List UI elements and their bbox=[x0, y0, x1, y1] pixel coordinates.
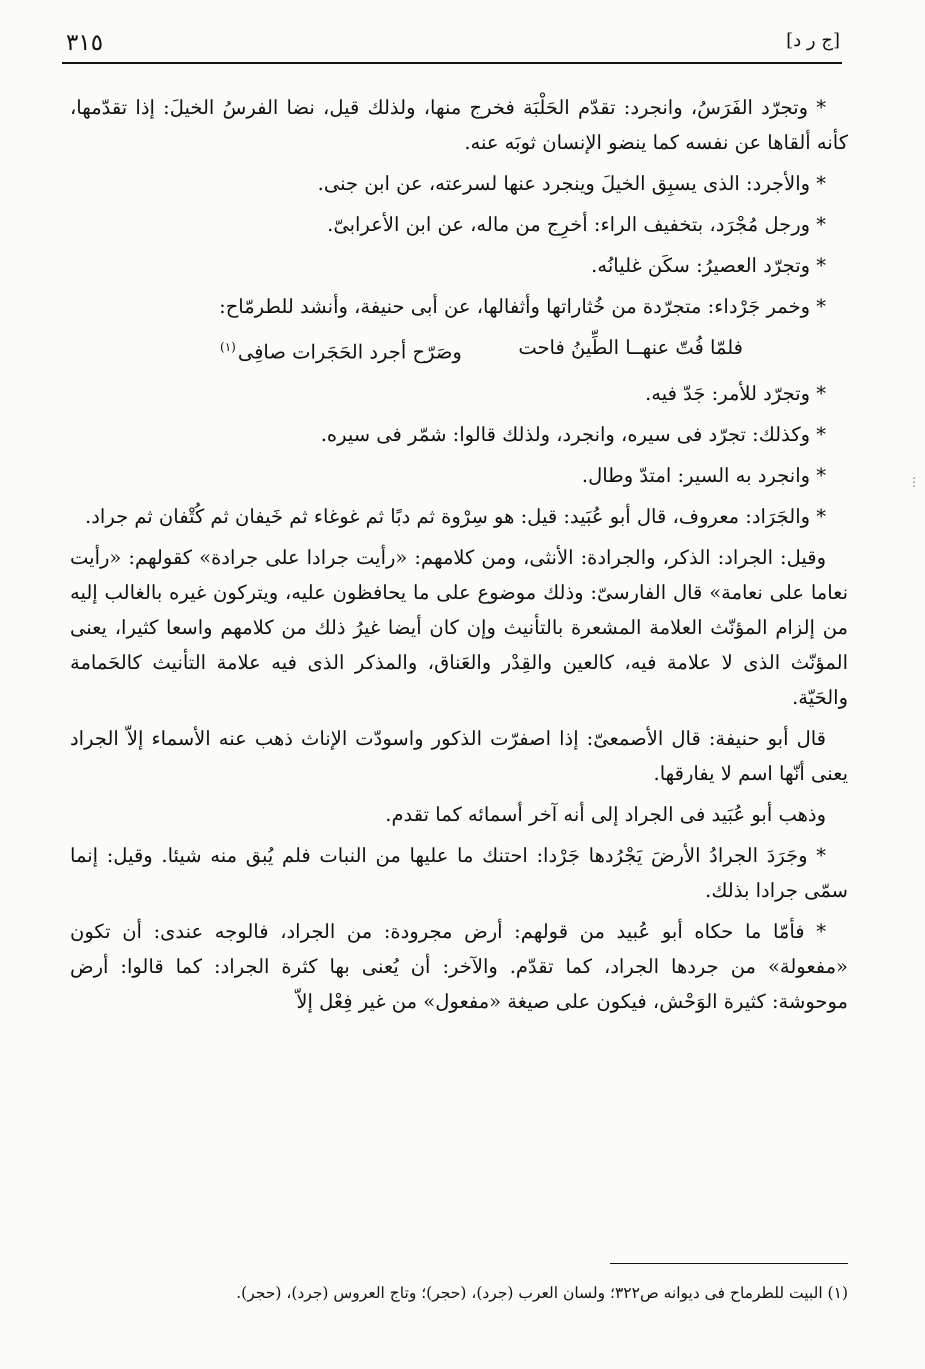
footnote: (١) البيت للطرماح فى ديوانه ص٣٢٢؛ ولسان العرب (جرد)، (حجر)؛ وتاج العروس (جرد)، (حجر). bbox=[236, 1284, 848, 1302]
main-text bbox=[70, 90, 848, 1025]
paragraph: * والأجرد: الذى يسبِق الخيلَ وينجرد عنها لسرعته، عن ابن جنى. bbox=[317, 172, 826, 195]
paragraph: وذهب أبو عُبَيد فى الجراد إلى أنه آخر أسمائه كما تقدم. bbox=[385, 802, 826, 826]
paragraph: * وكذلك: تجرّد فى سيره، وانجرد، ولذلك قالوا: شمّر فى سيره. bbox=[320, 422, 826, 446]
paragraph: * وتجرّد الفَرَسُ، وانجرد: تقدّم الحَلْبَة فخرج منها، ولذلك قيل، نضا الفرسُ الخيلَ: إذا تقدّمها، كأنه ألقاها عن نفسه كما ينضو الإنسان ثوبَه عنه. bbox=[70, 96, 848, 154]
root-label: [ج ر د] bbox=[786, 30, 840, 51]
second-hemistich: وصَرّح أجرد الحَجَرات صافِى bbox=[237, 340, 462, 364]
paragraph: * فأمّا ما حكاه أبو عُبيد من قولهم: أرض مجرودة: من الجراد، فالوجه عندى: أن تكون «مفعولة» من جردها الجراد، كما تقدّم. والآخر: أن يُعنى بها كثرة الجراد: كما قالوا: أرض موحوشة: كثيرة الوَحْش، فيكون على صيغة «مفعول» من غير فِعْل إلاّ bbox=[70, 919, 848, 1013]
paragraph: * وانجرد به السير: امتدّ وطال. bbox=[581, 463, 826, 487]
poem-verse bbox=[70, 330, 848, 370]
paragraph: * وتجرّد العصيرُ: سكَن غليانُه. bbox=[591, 254, 826, 277]
footnote-reference[interactable]: (١) bbox=[220, 340, 236, 354]
page-header bbox=[62, 28, 842, 64]
footnote-divider bbox=[610, 1263, 848, 1264]
paragraph: قال أبو حنيفة: قال الأصمعىّ: إذا اصفرّت الذكور واسودّت الإناث ذهب عنه الأسماء إلاّ الجراد يعنى أنّها اسم لا يفارقها. bbox=[70, 726, 848, 785]
paragraph: * والجَرَاد: معروف، قال أبو عُبَيد: قيل: هو سِرْوة ثم دبًا ثم غوغاء ثم خَيفان ثم كُتْفان ثم جراد. bbox=[85, 504, 826, 528]
second-hemistich-wrapper bbox=[220, 330, 462, 370]
first-hemistich: فلمّا فُتّ عنهــا الطِّينُ فاحت bbox=[518, 336, 743, 359]
paragraph: * وتجرّد للأمر: جَدّ فيه. bbox=[645, 381, 826, 405]
margin-mark: ⋮ bbox=[908, 475, 920, 489]
paragraph: وقيل: الجراد: الذكر، والجرادة: الأنثى، ومن كلامهم: «رأيت جرادا على جرادة» كقولهم: «رأيت نعاما على نعامة» قال الفارسىّ: وذلك موضوع على ما يحافظون عليه، ويتركون غيره بالغالب إليه من إلزام المؤنّث العلامة المشعرة بالتأنيث وإن كان أيضا غيرُ ذلك من كلامهم واسعا كثيرا، يعنى المؤنّث الذى لا علامة فيه، كالعين والقِدْر والعَناق، والمذكر الذى فيه علامة التأنيث كالحَمامة والحَيّة. bbox=[70, 545, 848, 709]
page-number: ٣١٥ bbox=[66, 30, 104, 56]
paragraph: * وجَرَدَ الجرادُ الأرضَ يَجْرُدها جَرْدا: احتنك ما عليها من النبات فلم يُبق منه شيئا. وقيل: إنما سمّى جرادا بذلك. bbox=[70, 843, 848, 902]
paragraph: * وخمر جَرْداء: متجرّدة من خُثاراتها وأثفالها، عن أبى حنيفة، وأنشد للطرمّاح: bbox=[219, 295, 826, 318]
paragraph: * ورجل مُجْرَد، بتخفيف الراء: أخرِج من ماله، عن ابن الأعرابىّ. bbox=[327, 213, 826, 236]
